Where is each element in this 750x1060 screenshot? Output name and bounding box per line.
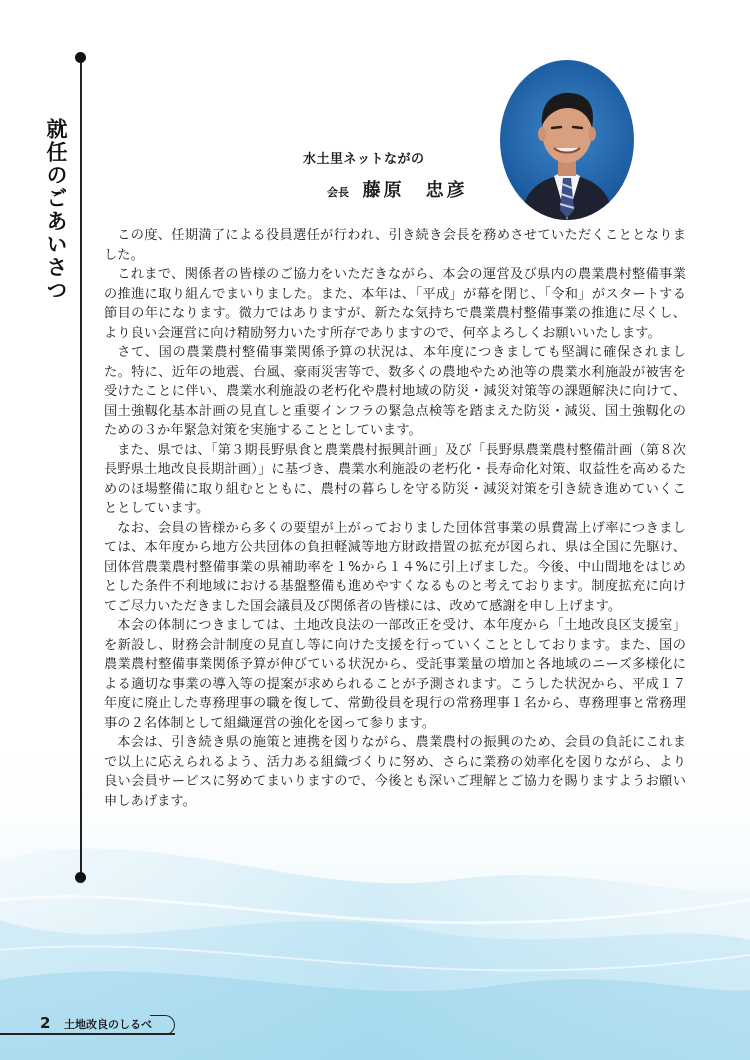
paragraph: これまで、関係者の皆様のご協力をいただきながら、本会の運営及び県内の農業農村整備事業の推進に取り組んでまいりました。また、本年は、「平成」が幕を閉じ、「令和」がスタートする節目の年になります。微力ではありますが、新たな気持ちで農業農村整備事業の推進に尽くし、より良い会運営に向け精励努力いたす所存でありますので、何卒よろしくお願いいたします。 — [104, 267, 686, 341]
portrait-illustration — [500, 60, 634, 220]
page-footer — [0, 1010, 750, 1040]
paragraph: 本会の体制につきましては、土地改良法の一部改正を受け、本年度から「土地改良区支援室」を新設し、財務会計制度の見直し等に向けた支援を行っていくこととしております。また、国の農業農村整備事業関係予算が伸びている状況から、受託事業量の増加と各地域のニーズ多様化による適切な事業の導入等の提案が求められることが予測されます。こうした状況から、平成１７年度に廃止した専務理事の職を復して、常勤役員を現行の常務理事１名から、専務理事と常務理事の２名体制として組織運営の強化を図って参ります。 — [104, 618, 686, 731]
paragraph: 本会は、引き続き県の施策と連携を図りながら、農業農村の振興のため、会員の負託にこれまで以上に応えられるよう、活力ある組織づくりに努め、さらに業務の効率化を図りながら、より良い会員サービスに努めてまいりますので、今後とも深いご理解とご協力を賜りますようお願い申しあげます。 — [104, 735, 686, 809]
chairman-role: 会長 — [327, 186, 349, 199]
chairman-name: 藤原 忠彦 — [362, 180, 468, 201]
rule-top-dot — [75, 52, 86, 63]
chairman-portrait — [500, 60, 634, 220]
paragraph: さて、国の農業農村整備事業関係予算の状況は、本年度につきましても堅調に確保されました。特に、近年の地震、台風、豪雨災害等で、数多くの農地やため池等の農業水利施設が被害を受けたことに伴い、農業水利施設の老朽化や農村地域の防災・減災対策等の課題解決に向けて、国土強靱化基本計画の見直しと重要インフラの緊急点検等を踏まえた防災・減災、国土強靱化のための３か年緊急対策を実施することとしています。 — [104, 345, 686, 438]
paragraph: なお、会員の皆様から多くの要望が上がっておりました団体営事業の県費嵩上げ率につきましては、本年度から地方公共団体の負担軽減等地方財政措置の拡充が図られ、県は全国に先駆け、団体営農業農村整備事業の県補助率を１%から１４%に引上げました。今後、中山間地をはじめとした条件不利地域における基盤整備も進めやすくなるものと考えております。制度拡充に向けてご尽力いただきました国会議員及び関係者の皆様には、改めて感謝を申し上げます。 — [104, 520, 686, 614]
footer-rule — [0, 1033, 175, 1035]
paragraph: この度、任期満了による役員選任が行われ、引き続き会長を務めさせていただくこととなりました。 — [104, 228, 686, 263]
organization-name: 水土里ネットながの — [303, 152, 425, 167]
footer-rule-cap — [150, 1015, 175, 1035]
page-number: 2 — [40, 1014, 51, 1032]
paragraph: また、県では、「第３期長野県食と農業農村振興計画」及び「長野県農業農村整備計画（第８次長野県土地改良長期計画）」に基づき、農業水利施設の老朽化・長寿命化対策、収益性を高めるためのほ場整備に取り組むとともに、農村の暮らしを守る防災・減災対策を引き続き進めていくこととしています。 — [104, 442, 686, 516]
side-title: 就任のごあいさつ — [44, 118, 69, 302]
greeting-body — [104, 226, 686, 811]
rule-bottom-dot — [75, 872, 86, 883]
side-vertical-rule — [80, 58, 82, 878]
publication-name: 土地改良のしるべ — [64, 1018, 152, 1031]
chairman-line — [327, 176, 468, 202]
